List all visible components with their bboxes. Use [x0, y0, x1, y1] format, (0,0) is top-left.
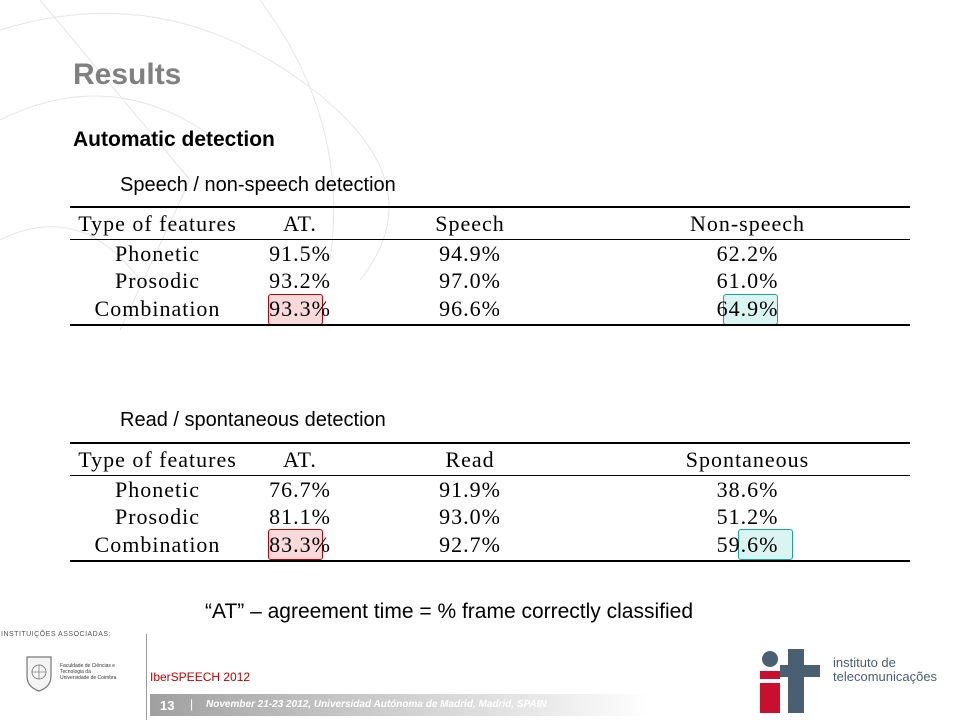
- table-cell: 38.6%: [716, 476, 779, 502]
- table-cell: 91.9%: [439, 476, 501, 502]
- table-header-cell: Speech: [355, 207, 585, 240]
- table-cell: 83.3%: [245, 530, 355, 561]
- table-cell: Prosodic: [115, 267, 200, 293]
- slide-subtitle: Automatic detection: [73, 128, 275, 151]
- table-cell: 92.7%: [355, 530, 585, 561]
- university-name: Faculdade de Ciências e Tecnologia da Universidade de Coimbra: [60, 663, 117, 681]
- it-logo-icon: [758, 641, 828, 713]
- table-header-cell: Type of features: [70, 443, 245, 476]
- table-cell: 97.0%: [439, 267, 501, 293]
- it-name-line1: instituto de: [833, 655, 896, 670]
- table-cell: Combination: [70, 530, 245, 561]
- page-number: 13: [160, 698, 175, 713]
- table-header-cell: AT.: [245, 207, 355, 240]
- table-cell: 94.9%: [439, 240, 501, 266]
- table-cell: 61.0%: [716, 267, 779, 293]
- slide-title: Results: [73, 58, 182, 91]
- table2-label: Read / spontaneous detection: [120, 409, 386, 431]
- table-header-cell: Read: [355, 443, 585, 476]
- table-cell: 96.6%: [355, 294, 585, 325]
- university-crest-icon: [24, 654, 54, 692]
- conference-date-location: November 21-23 2012, Universidad Autónoma de Madrid, Madrid, SPAIN: [206, 699, 547, 710]
- table-row: [70, 267, 910, 294]
- footer-divider: [146, 634, 147, 720]
- footer-separator: |: [190, 697, 194, 711]
- it-institute-name: [833, 656, 943, 684]
- it-name-line2: telecomunicações: [833, 669, 938, 684]
- table-cell: Combination: [70, 294, 245, 325]
- read-spontaneous-table: [70, 442, 910, 562]
- table-cell: 51.2%: [716, 503, 779, 529]
- table-cell: 93.3%: [245, 294, 355, 325]
- table-cell: 64.9%: [585, 294, 910, 325]
- table-header-cell: AT.: [245, 443, 355, 476]
- table-cell: 62.2%: [716, 240, 779, 266]
- table-header-cell: Type of features: [70, 207, 245, 240]
- table-header-cell: Spontaneous: [585, 443, 910, 476]
- table-row: [70, 294, 910, 325]
- speech-nonspeech-table: [70, 206, 910, 326]
- table-header-cell: Non-speech: [585, 207, 910, 240]
- table-cell: 76.7%: [269, 476, 331, 502]
- table-row: [70, 240, 910, 268]
- table-cell: Phonetic: [115, 240, 200, 266]
- table-row: [70, 476, 910, 504]
- table-cell: 93.2%: [269, 267, 331, 293]
- conference-name: IberSPEECH 2012: [150, 670, 251, 684]
- table-row: [70, 530, 910, 561]
- table-cell: 81.1%: [269, 503, 331, 529]
- table-cell: 59.6%: [585, 530, 910, 561]
- table-row: [70, 503, 910, 530]
- it-logo-letters: it: [804, 711, 805, 712]
- at-definition-note: “AT” – agreement time = % frame correctly classified: [205, 600, 694, 623]
- associated-institutions-label: INSTITUIÇÕES ASSOCIADAS:: [1, 631, 112, 638]
- table-cell: Phonetic: [115, 476, 200, 502]
- table1-label: Speech / non-speech detection: [120, 174, 396, 196]
- table-cell: Prosodic: [115, 503, 200, 529]
- table-cell: 91.5%: [269, 240, 331, 266]
- table-cell: 93.0%: [439, 503, 501, 529]
